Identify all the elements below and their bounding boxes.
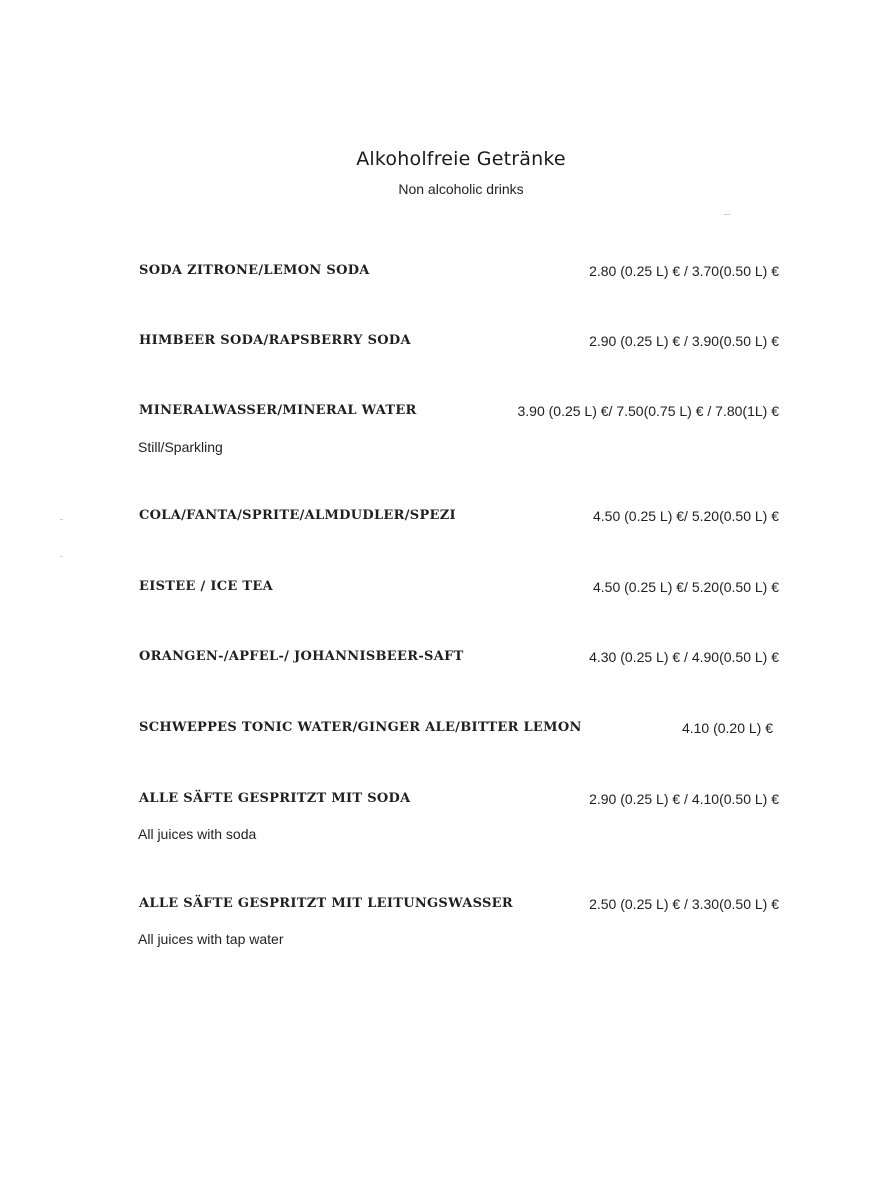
item-price-ice-tea: 4.50 (0.25 L) €/ 5.20(0.50 L) €: [592, 579, 779, 595]
item-name-mineral-water: MINERALWASSER/MINERAL WATER: [139, 403, 417, 418]
item-price-lemon-soda: 2.80 (0.25 L) € / 3.70(0.50 L) €: [589, 263, 779, 279]
item-name-juice-soda: ALLE SÄFTE GESPRITZT MIT SODA: [139, 791, 411, 806]
item-name-juice-tap-water: ALLE SÄFTE GESPRITZT MIT LEITUNGSWASSER: [139, 896, 513, 911]
item-sub-juice-tap-water: All juices with tap water: [138, 931, 284, 947]
scan-speck: [60, 556, 63, 557]
item-name-schweppes: SCHWEPPES TONIC WATER/GINGER ALE/BITTER LEMON: [139, 720, 582, 735]
scan-speck: [60, 519, 63, 520]
item-name-ice-tea: EISTEE / ICE TEA: [139, 579, 273, 594]
page-title: Alkoholfreie Getränke: [356, 148, 566, 170]
item-price-schweppes: 4.10 (0.20 L) €: [681, 720, 773, 736]
item-price-juice-tap-water: 2.50 (0.25 L) € / 3.30(0.50 L) €: [589, 896, 779, 912]
item-name-juice: ORANGEN-/APFEL-/ JOHANNISBEER-SAFT: [139, 649, 464, 664]
item-price-raspberry-soda: 2.90 (0.25 L) € / 3.90(0.50 L) €: [589, 333, 779, 349]
item-sub-mineral-water: Still/Sparkling: [138, 439, 223, 455]
item-price-juice: 4.30 (0.25 L) € / 4.90(0.50 L) €: [589, 649, 779, 665]
item-name-lemon-soda: SODA ZITRONE/LEMON SODA: [139, 263, 370, 278]
item-price-juice-soda: 2.90 (0.25 L) € / 4.10(0.50 L) €: [589, 791, 779, 807]
item-sub-juice-soda: All juices with soda: [138, 826, 257, 842]
item-name-raspberry-soda: HIMBEER SODA/RAPSBERRY SODA: [139, 333, 411, 348]
scan-speck: [724, 214, 730, 215]
item-price-mineral-water: 3.90 (0.25 L) €/ 7.50(0.75 L) € / 7.80(1L) €: [517, 403, 779, 419]
page-subtitle: Non alcoholic drinks: [398, 181, 524, 197]
item-price-cola: 4.50 (0.25 L) €/ 5.20(0.50 L) €: [592, 508, 779, 524]
item-name-cola: COLA/FANTA/SPRITE/ALMDUDLER/SPEZI: [139, 508, 456, 523]
